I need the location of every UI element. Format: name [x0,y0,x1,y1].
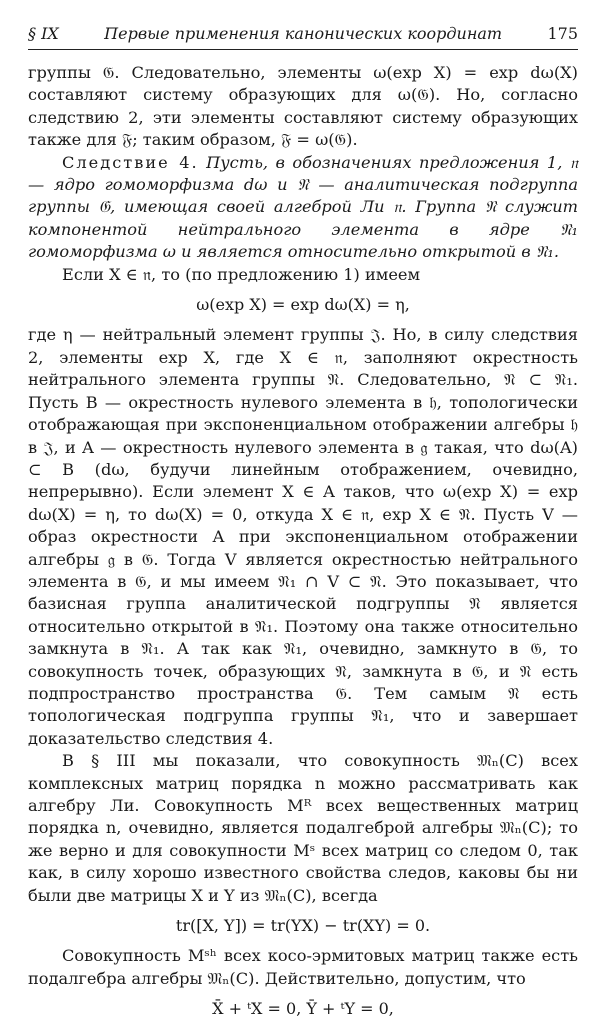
display-formula: X̄ + ᵗX = 0, Ȳ + ᵗY = 0, [212,999,394,1019]
paragraph: Совокупность Mˢʰ всех косо-эрмитовых матриц также есть подалгебра алгебры 𝔐ₙ(C). Действительно, допустим, что [28,946,578,988]
corollary-4 [28,152,578,264]
paragraph: Если X ∈ 𝔫, то (по предложению 1) имеем [62,264,421,284]
paragraph: В § III мы показали, что совокупность 𝔐ₙ(C) всех комплексных матриц порядка n можно рассматривать как алгебру Ли. Совокупность Mᴿ всех вещественных матриц порядка n, очевидно, является подалгеброй алгебры 𝔐ₙ(C); то же верно и для совокупности Mˢ всех матриц со следом 0, так как, в силу хорошо известного свойства следов, каковы бы ни были две матрицы X и Y из 𝔐ₙ(C), всегда [28,751,578,905]
section-number: § IX [28,24,59,43]
corollary-label: Следствие 4. [62,152,199,172]
display-formula: ω(exp X) = exp dω(X) = η, [196,295,410,315]
page-number: 175 [547,24,578,43]
corollary-statement: Пусть, в обозначениях предложения 1, 𝔫 — ядро гомоморфизма dω и 𝔑 — аналитическая подгруппа группы 𝔊, имеющая своей алгеброй Ли 𝔫. Группа 𝔑 служит компонентой нейтрального элемента в ядре 𝔑₁ гомоморфизма ω и является относительно открытой в 𝔑₁. [28,152,578,262]
display-formula: tr([X, Y]) = tr(YX) − tr(XY) = 0. [175,916,431,936]
book-page [28,24,578,1029]
paragraph: где η — нейтральный элемент группы 𝔍. Но, в силу следствия 2, элементы exp X, где X ∈ 𝔫, заполняют окрестность нейтрального элемента группы 𝔑. Следовательно, 𝔑 ⊂ 𝔑₁. Пусть B — окрестность нулевого элемента в 𝔥, топологически отображающая при экспоненциальном отображении алгебры 𝔥 в 𝔍, и A — окрестность нулевого элемента в 𝔤 такая, что dω(A) ⊂ B (dω, будучи линейным отображением, очевидно, непрерывно). Если элемент X ∈ A таков, что ω(exp X) = exp dω(X) = η, то dω(X) = 0, откуда X ∈ 𝔫, exp X ∈ 𝔑. Пусть V — образ окрестности A при экспоненциальном отображении алгебры 𝔤 в 𝔊. Тогда V является окрестностью нейтрального элемента в 𝔊, и мы имеем 𝔑₁ ∩ V ⊂ 𝔑. Это показывает, что базисная группа аналитической подгруппы 𝔑 является относительно открытой в 𝔑₁. Поэтому она также относительно замкнута в 𝔑₁. А так как 𝔑₁, очевидно, замкнуто в 𝔊, то совокупность точек, образующих 𝔑, замкнута в 𝔊, и 𝔑 есть подпространство пространства 𝔊. Тем самым 𝔑 есть топологическая подгруппа группы 𝔑₁, что и завершает доказательство следствия 4. [28,325,578,748]
running-head [28,24,578,50]
paragraph: группы 𝔊. Следовательно, элементы ω(exp X) = exp dω(X) составляют систему образующих для ω(𝔊). Но, согласно следствию 2, эти элементы составляют систему образующих также для 𝔉; таким образом, 𝔉 = ω(𝔊). [28,63,578,150]
chapter-title: Первые применения канонических координат [104,24,503,43]
body-text [28,62,578,1021]
